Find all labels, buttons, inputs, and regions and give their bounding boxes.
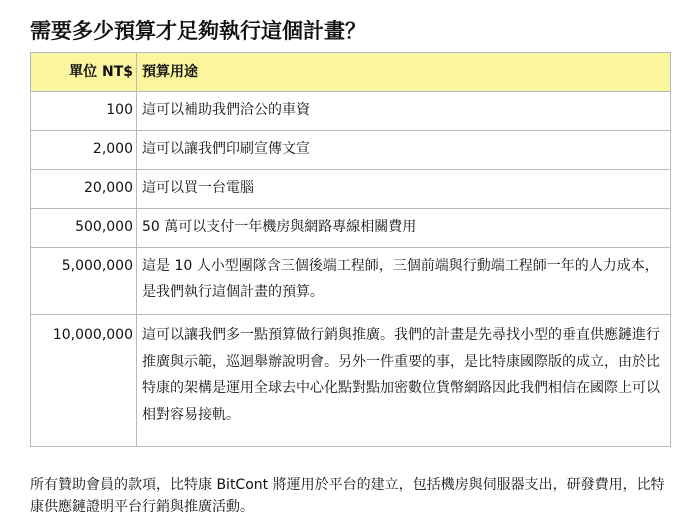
table-row <box>31 209 671 248</box>
table-row <box>31 92 671 131</box>
page-title: 需要多少預算才足夠執行這個計畫？ <box>30 19 366 43</box>
usage-cell: 這可以讓我們多一點預算做行銷與推廣。我們的計畫是先尋找小型的垂直供應鏈進行推廣與示範，巡迴舉辦說明會。另外一件重要的事，是比特康國際版的成立，由於比特康的架構是運用全球去中心化點對點加密數位貨幣網路因此我們相信在國際上可以相對容易接軌。 <box>137 315 671 447</box>
amount-cell: 20,000 <box>31 170 137 209</box>
amount-cell: 10,000,000 <box>31 315 137 447</box>
table-row <box>31 248 671 315</box>
budget-table <box>30 52 671 447</box>
table-header-row <box>31 53 671 92</box>
amount-cell: 100 <box>31 92 137 131</box>
column-header-amount: 單位 NT$ <box>31 53 137 92</box>
column-header-usage: 預算用途 <box>137 53 671 92</box>
footnote-paragraph: 所有贊助會員的款項，比特康 BitCont 將運用於平台的建立，包括機房與伺服器支出，研發費用，比特康供應鏈證明平台行銷與推廣活動。 <box>30 477 665 515</box>
amount-cell: 500,000 <box>31 209 137 248</box>
usage-cell: 50 萬可以支付一年機房與網路專線相關費用 <box>137 209 671 248</box>
amount-cell: 2,000 <box>31 131 137 170</box>
usage-cell: 這可以買一台電腦 <box>137 170 671 209</box>
usage-cell: 這是 10 人小型團隊含三個後端工程師，三個前端與行動端工程師一年的人力成本，是我們執行這個計畫的預算。 <box>137 248 671 315</box>
table-row <box>31 315 671 447</box>
usage-cell: 這可以讓我們印刷宣傳文宣 <box>137 131 671 170</box>
usage-cell: 這可以補助我們洽公的車資 <box>137 92 671 131</box>
table-row <box>31 170 671 209</box>
table-row <box>31 131 671 170</box>
amount-cell: 5,000,000 <box>31 248 137 315</box>
